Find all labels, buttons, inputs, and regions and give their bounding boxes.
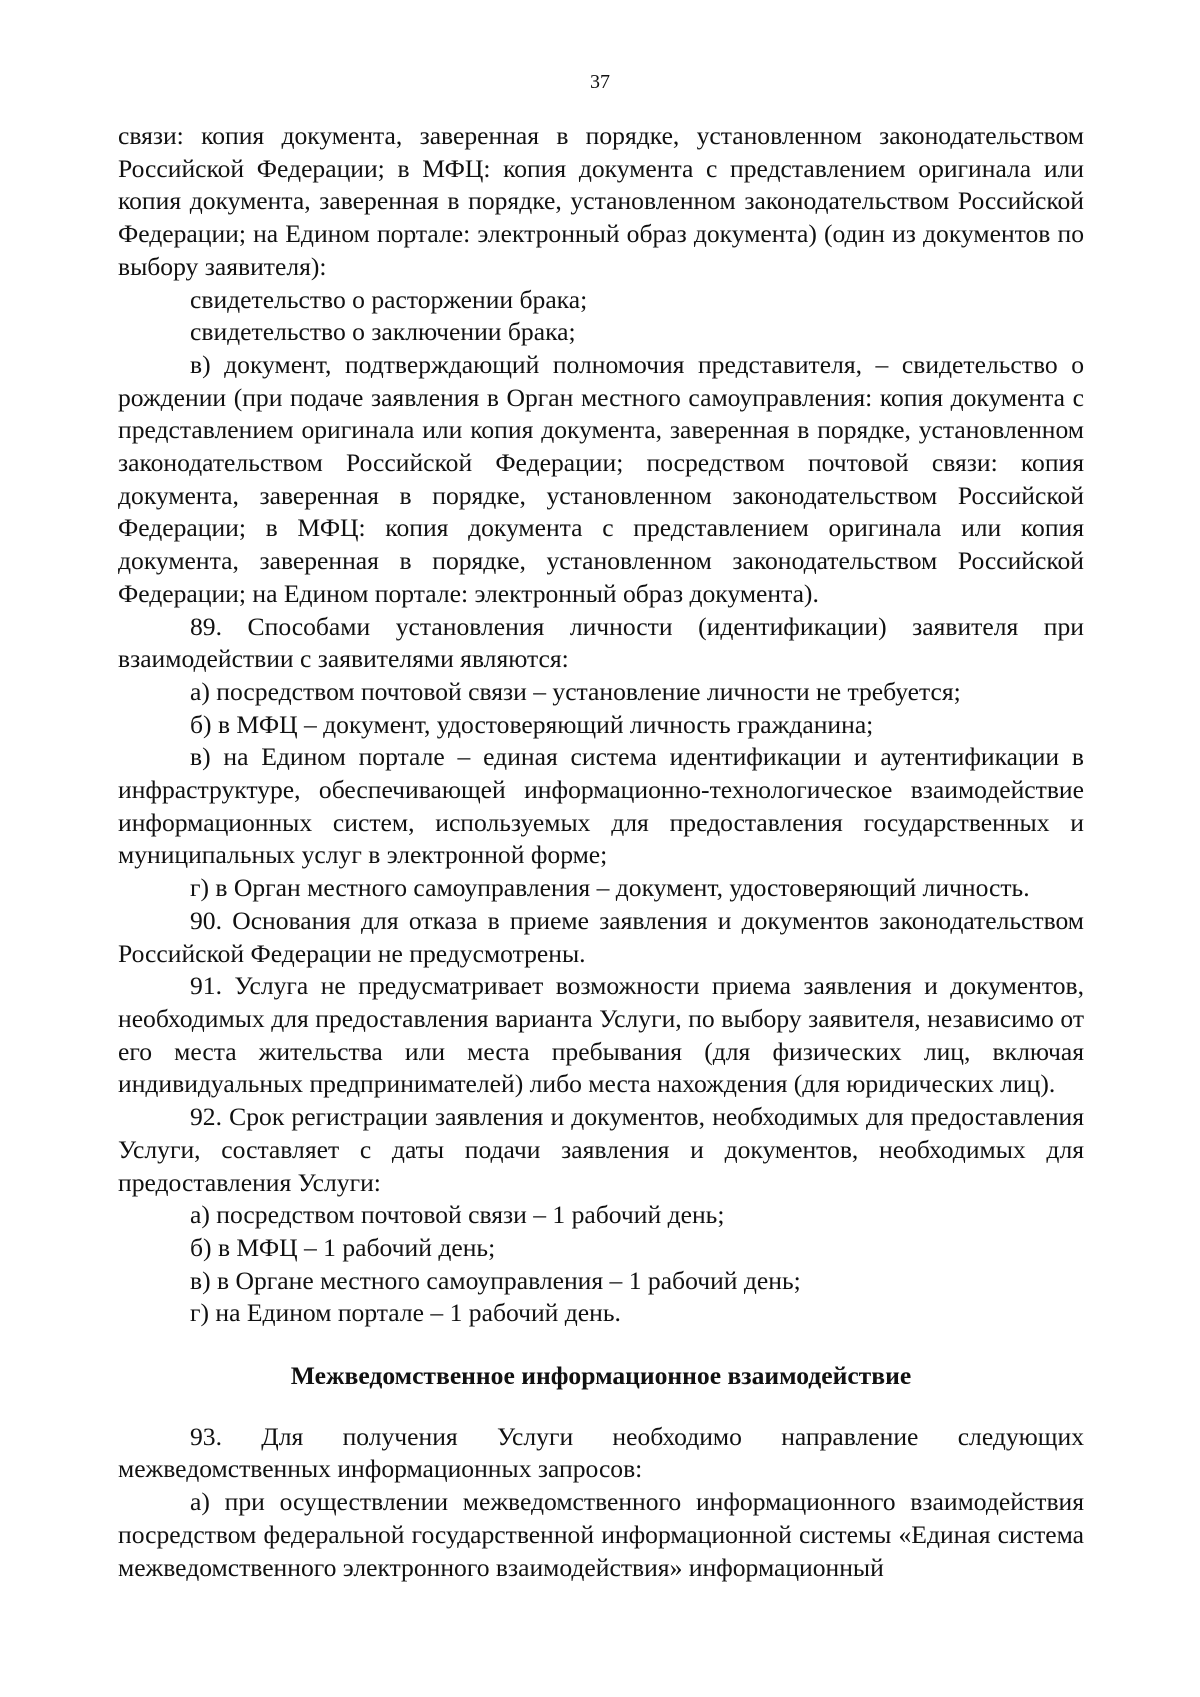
list-item-92g: г) на Едином портале – 1 рабочий день.: [190, 1298, 621, 1328]
list-item-92v: в) в Органе местного самоуправления – 1 рабочий день;: [190, 1265, 801, 1295]
list-item-89b: б) в МФЦ – документ, удостоверяющий личность гражданина;: [190, 709, 874, 739]
paragraph-representative-document: в) документ, подтверждающий полномочия представителя, – свидетельство о рождении (при подаче заявления в Орган местного самоуправления: копия документа с представлением оригинала или копия документа, заверенная в порядке, установленном законодательством Российской Федерации; посредством почтовой связи: копия документа, заверенная в порядке, установленном законодательством Российской Федерации; в МФЦ: копия документа с представлением оригинала или копия документа, заверенная в порядке, установленном законодательством Российской Федерации; на Едином портале: электронный образ документа).: [118, 349, 1084, 608]
document-body: [118, 120, 1084, 1584]
list-item-89a: а) посредством почтовой связи – установление личности не требуется;: [190, 676, 961, 706]
list-item-93a: а) при осуществлении межведомственного информационного взаимодействия посредством федеральной государственной информационной системы «Единая система межведомственного электронного взаимодействия» информационный: [118, 1487, 1084, 1582]
section-heading: Межведомственное информационное взаимодействие: [290, 1361, 912, 1391]
list-item-89g: г) в Орган местного самоуправления – документ, удостоверяющий личность.: [190, 873, 1030, 903]
paragraph-93: 93. Для получения Услуги необходимо направление следующих межведомственных информационных запросов:: [118, 1421, 1084, 1484]
list-item-divorce-certificate: свидетельство о расторжении брака;: [190, 284, 588, 314]
list-item-92b: б) в МФЦ – 1 рабочий день;: [190, 1232, 496, 1262]
paragraph-89: 89. Способами установления личности (идентификации) заявителя при взаимодействии с заявителями являются:: [118, 611, 1084, 674]
page-number: 37: [590, 71, 610, 93]
list-item-marriage-certificate: свидетельство о заключении брака;: [190, 317, 576, 347]
paragraph-continuation: связи: копия документа, заверенная в порядке, установленном законодательством Российской Федерации; в МФЦ: копия документа с представлением оригинала или копия документа, заверенная в порядке, установленном законодательством Российской Федерации; на Едином портале: электронный образ документа) (один из документов по выбору заявителя):: [118, 121, 1084, 281]
paragraph-90: 90. Основания для отказа в приеме заявления и документов законодательством Российской Федерации не предусмотрены.: [118, 905, 1084, 968]
paragraph-91: 91. Услуга не предусматривает возможности приема заявления и документов, необходимых для предоставления варианта Услуги, по выбору заявителя, независимо от его места жительства или места пребывания (для физических лиц, включая индивидуальных предпринимателей) либо места нахождения (для юридических лиц).: [118, 971, 1084, 1099]
list-item-89v: в) на Едином портале – единая система идентификации и аутентификации в инфраструктуре, обеспечивающей информационно-технологическое взаимодействие информационных систем, используемых для предоставления государственных и муниципальных услуг в электронной форме;: [118, 742, 1084, 870]
paragraph-92: 92. Срок регистрации заявления и документов, необходимых для предоставления Услуги, составляет с даты подачи заявления и документов, необходимых для предоставления Услуги:: [118, 1102, 1084, 1197]
list-item-92a: а) посредством почтовой связи – 1 рабочий день;: [190, 1200, 725, 1230]
